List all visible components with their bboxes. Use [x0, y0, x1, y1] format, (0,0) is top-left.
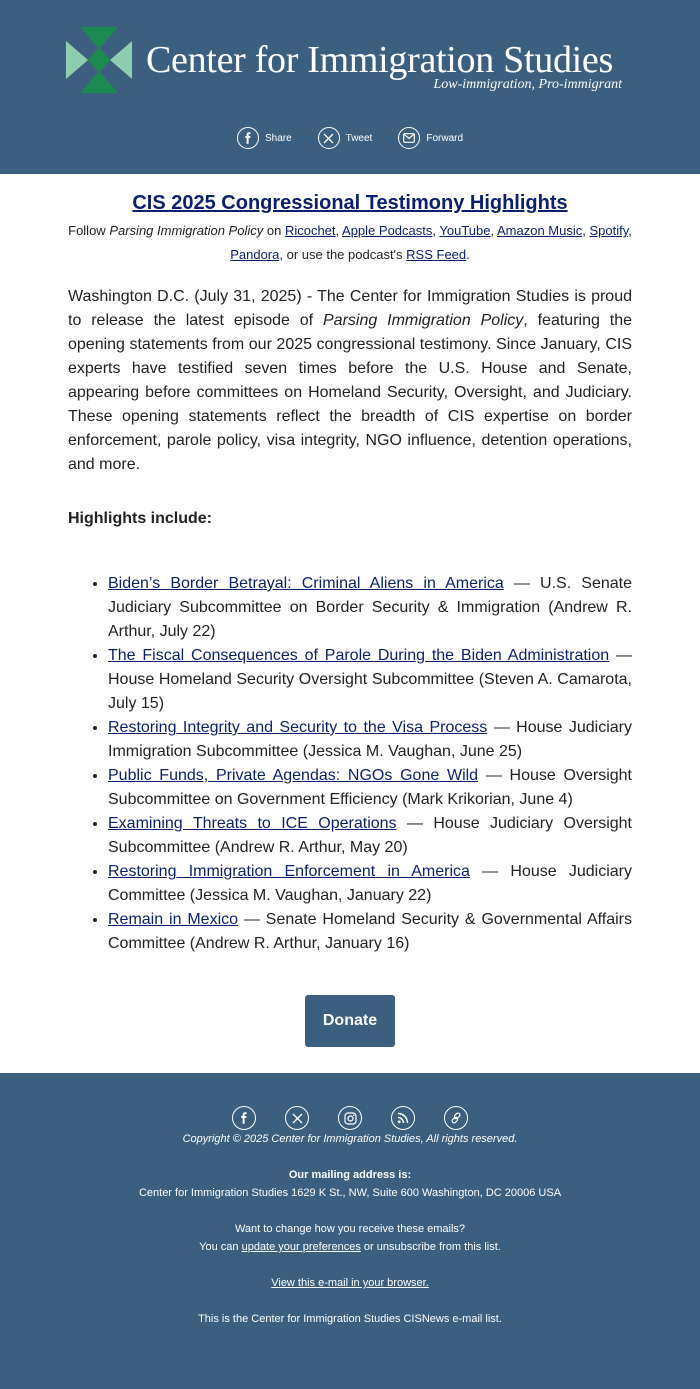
donate-section	[68, 995, 632, 1085]
email-body	[0, 174, 700, 1085]
cis-logo-icon	[66, 27, 132, 93]
change-prompt: Want to change how you receive these emails?	[234, 1223, 466, 1235]
list-item	[108, 716, 632, 764]
follow-prefix: Follow	[68, 223, 106, 238]
share-tweet-button[interactable]	[318, 127, 373, 149]
instagram-icon[interactable]	[338, 1106, 362, 1130]
preferences-suffix: or unsubscribe from this list.	[363, 1241, 501, 1253]
testimony-detail: — Senate Homeland Security & Governmental Affairs Committee (Andrew R. Arthur, January 16)	[108, 911, 632, 952]
share-tweet-label: Tweet	[345, 132, 373, 144]
preferences-line	[0, 1238, 700, 1256]
list-item	[108, 572, 632, 644]
testimony-link[interactable]: Restoring Immigration Enforcement in America	[108, 863, 470, 880]
testimony-detail: — House Homeland Security Oversight Subcommittee (Steven A. Camarota, July 15)	[108, 647, 632, 712]
list-item	[108, 812, 632, 860]
mailing-address: Center for Immigration Studies 1629 K St., NW, Suite 600 Washington, DC 20006 USA	[138, 1187, 562, 1199]
x-icon[interactable]	[285, 1106, 309, 1130]
amazon-music-link[interactable]: Amazon Music	[496, 223, 583, 238]
testimony-link[interactable]: Restoring Integrity and Security to the Visa Process	[108, 719, 488, 736]
podcast-name: Parsing Immigration Policy	[109, 223, 264, 238]
podcast-follow-line: Follow Parsing Immigration Policy on Ricochet, Apple Podcasts, YouTube, Amazon Music, Spotify, Pandora, or use the podcast's RSS Feed.	[68, 223, 632, 262]
testimony-detail: — House Judiciary Immigration Subcommittee (Jessica M. Vaughan, June 25)	[108, 719, 633, 760]
share-forward-label: Forward	[426, 132, 464, 144]
update-preferences-link[interactable]: update your preferences	[241, 1241, 361, 1253]
intro-text-end: , featuring the opening statements from our 2025 congressional testimony. Since January, CIS experts have testified seven times before the U.S. House and Senate, appearing before committees on Homeland Security, Oversight, and Judiciary. These opening statements reflect the breadth of CIS expertise on border enforcement, parole policy, visa integrity, NGO influence, detention operations, and more.	[68, 312, 632, 473]
org-tagline: Low-immigration, Pro-immigrant	[433, 77, 622, 92]
testimony-link[interactable]: Examining Threats to ICE Operations	[108, 815, 397, 832]
share-forward-button[interactable]	[398, 127, 463, 149]
youtube-link[interactable]: YouTube	[439, 223, 491, 238]
follow-on: on	[266, 223, 282, 238]
follow-or: or use the podcast's	[286, 247, 403, 262]
org-name: Center for Immigration Studies	[146, 39, 613, 81]
list-item	[108, 644, 632, 716]
facebook-icon	[237, 127, 259, 149]
social-links	[0, 1106, 700, 1130]
list-item	[108, 764, 632, 812]
x-icon	[318, 127, 340, 149]
highlights-list	[68, 572, 632, 956]
facebook-icon[interactable]	[232, 1106, 256, 1130]
testimony-link[interactable]: The Fiscal Consequences of Parole During the Biden Administration	[108, 647, 610, 664]
list-notice: This is the Center for Immigration Studies CISNews e-mail list.	[198, 1313, 502, 1325]
list-item	[108, 908, 632, 956]
preferences-prefix: You can	[199, 1241, 239, 1253]
share-facebook-label: Share	[264, 132, 292, 144]
apple-podcasts-link[interactable]: Apple Podcasts	[342, 223, 433, 238]
copyright: Copyright © 2025 Center for Immigration Studies, All rights reserved.	[182, 1133, 518, 1145]
intro-paragraph	[68, 285, 632, 477]
share-facebook-button[interactable]	[237, 127, 292, 149]
title-link[interactable]: CIS 2025 Congressional Testimony Highlights	[132, 192, 568, 214]
testimony-detail: — U.S. Senate Judiciary Subcommittee on Border Security & Immigration (Andrew R. Arthur, July 22)	[108, 575, 632, 640]
spotify-link[interactable]: Spotify	[589, 223, 629, 238]
email-header	[0, 0, 700, 174]
donate-button[interactable]: Donate	[305, 995, 395, 1047]
link-icon[interactable]	[444, 1106, 468, 1130]
testimony-detail: — House Judiciary Oversight Subcommittee (Andrew R. Arthur, May 20)	[108, 815, 633, 856]
share-bar	[0, 127, 700, 149]
testimony-link[interactable]: Public Funds, Private Agendas: NGOs Gone Wild	[108, 767, 479, 784]
mail-icon	[398, 127, 420, 149]
mailing-heading: Our mailing address is:	[288, 1169, 412, 1181]
email-footer	[0, 1073, 700, 1389]
intro-podcast-name: Parsing Immigration Policy	[323, 312, 524, 329]
ricochet-link[interactable]: Ricochet	[284, 223, 336, 238]
rss-icon[interactable]	[391, 1106, 415, 1130]
highlights-heading: Highlights include:	[68, 510, 212, 527]
rss-feed-link[interactable]: RSS Feed	[406, 247, 467, 262]
testimony-link[interactable]: Remain in Mexico	[108, 911, 239, 928]
testimony-link[interactable]: Biden’s Border Betrayal: Criminal Aliens in America	[108, 575, 504, 592]
view-in-browser-link[interactable]: View this e-mail in your browser.	[271, 1277, 429, 1289]
page-title	[68, 192, 632, 215]
list-item	[108, 860, 632, 908]
testimony-detail: — House Oversight Subcommittee on Government Efficiency (Mark Krikorian, June 4)	[108, 767, 633, 808]
pandora-link[interactable]: Pandora	[230, 247, 280, 262]
testimony-detail: — House Judiciary Committee (Jessica M. Vaughan, January 22)	[108, 863, 632, 904]
intro-text-start: Washington D.C. (July 31, 2025) - The Center for Immigration Studies is proud to release the latest episode of	[68, 288, 632, 329]
